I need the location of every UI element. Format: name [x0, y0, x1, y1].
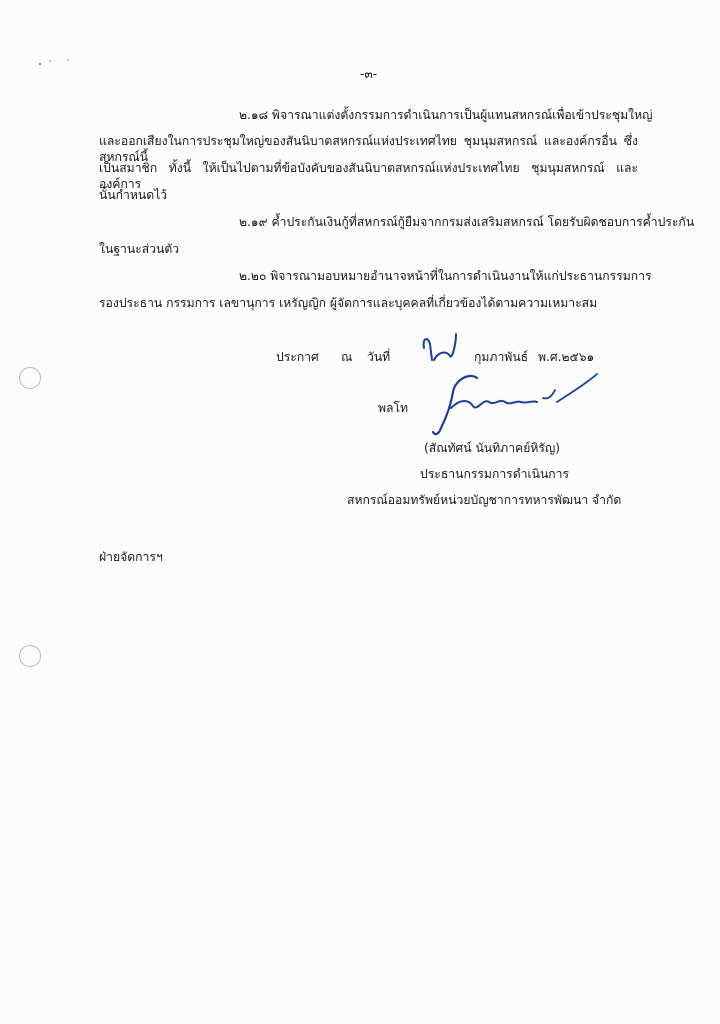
signatory-position: ประธานกรรมการดำเนินการ: [420, 467, 570, 481]
item-218-line-2: และออกเสียงในการประชุมใหญ่ของสันนิบาตสหกรณ์แห่งประเทศไทย ชุมนุมสหกรณ์ และองค์กรอื่น ซึ่งสหกรณ์นี้: [99, 134, 638, 164]
announce-word: ประกาศ: [276, 350, 319, 364]
announce-year: พ.ศ.๒๕๖๑: [538, 350, 595, 364]
announce-day-label: วันที่: [367, 350, 391, 364]
handwritten-day: [420, 330, 465, 370]
footer-note: ฝ่ายจัดการฯ: [99, 550, 163, 564]
item-219-line-2: ในฐานะส่วนตัว: [99, 242, 180, 256]
punch-hole-bottom: [19, 645, 41, 667]
page-number: -๓-: [360, 67, 378, 81]
announce-month: กุมภาพันธ์: [474, 350, 529, 364]
item-218-line-3: เป็นสมาชิก ทั้งนี้ ให้เป็นไปตามที่ข้อบังคับของสันนิบาตสหกรณ์แห่งประเทศไทย ชุมนุมสหกรณ์ และองค์การ: [99, 161, 638, 191]
item-218-line-1: ๒.๑๘ พิจารณาแต่งตั้งกรรมการดำเนินการเป็นผู้แทนสหกรณ์เพื่อเข้าประชุมใหญ่: [239, 108, 653, 122]
signatory-organization: สหกรณ์ออมทรัพย์หน่วยบัญชาการทหารพัฒนา จำกัด: [347, 493, 622, 507]
item-219-line-1: ๒.๑๙ ค้ำประกันเงินกู้ที่สหกรณ์กู้ยืมจากกรมส่งเสริมสหกรณ์ โดยรับผิดชอบการค้ำประกัน: [239, 215, 695, 229]
item-220-line-2: รองประธาน กรรมการ เลขานุการ เหรัญญิก ผู้จัดการและบุคคลที่เกี่ยวข้องได้ตามความเหมาะสม: [99, 296, 598, 310]
signature-rank: พลโท: [378, 401, 409, 415]
signatory-name: (สัณทัศน์ นันทิภาคย์หิรัญ): [424, 441, 561, 455]
item-218-line-4: นั้นกำหนดไว้: [99, 188, 168, 202]
announce-at: ณ: [341, 350, 353, 364]
scan-specks: [38, 55, 78, 74]
handwritten-signature: [425, 368, 605, 440]
item-220-line-1: ๒.๒๐ พิจารณามอบหมายอำนาจหน้าที่ในการดำเนินงานให้แก่ประธานกรรมการ: [239, 269, 652, 283]
punch-hole-top: [19, 367, 41, 389]
